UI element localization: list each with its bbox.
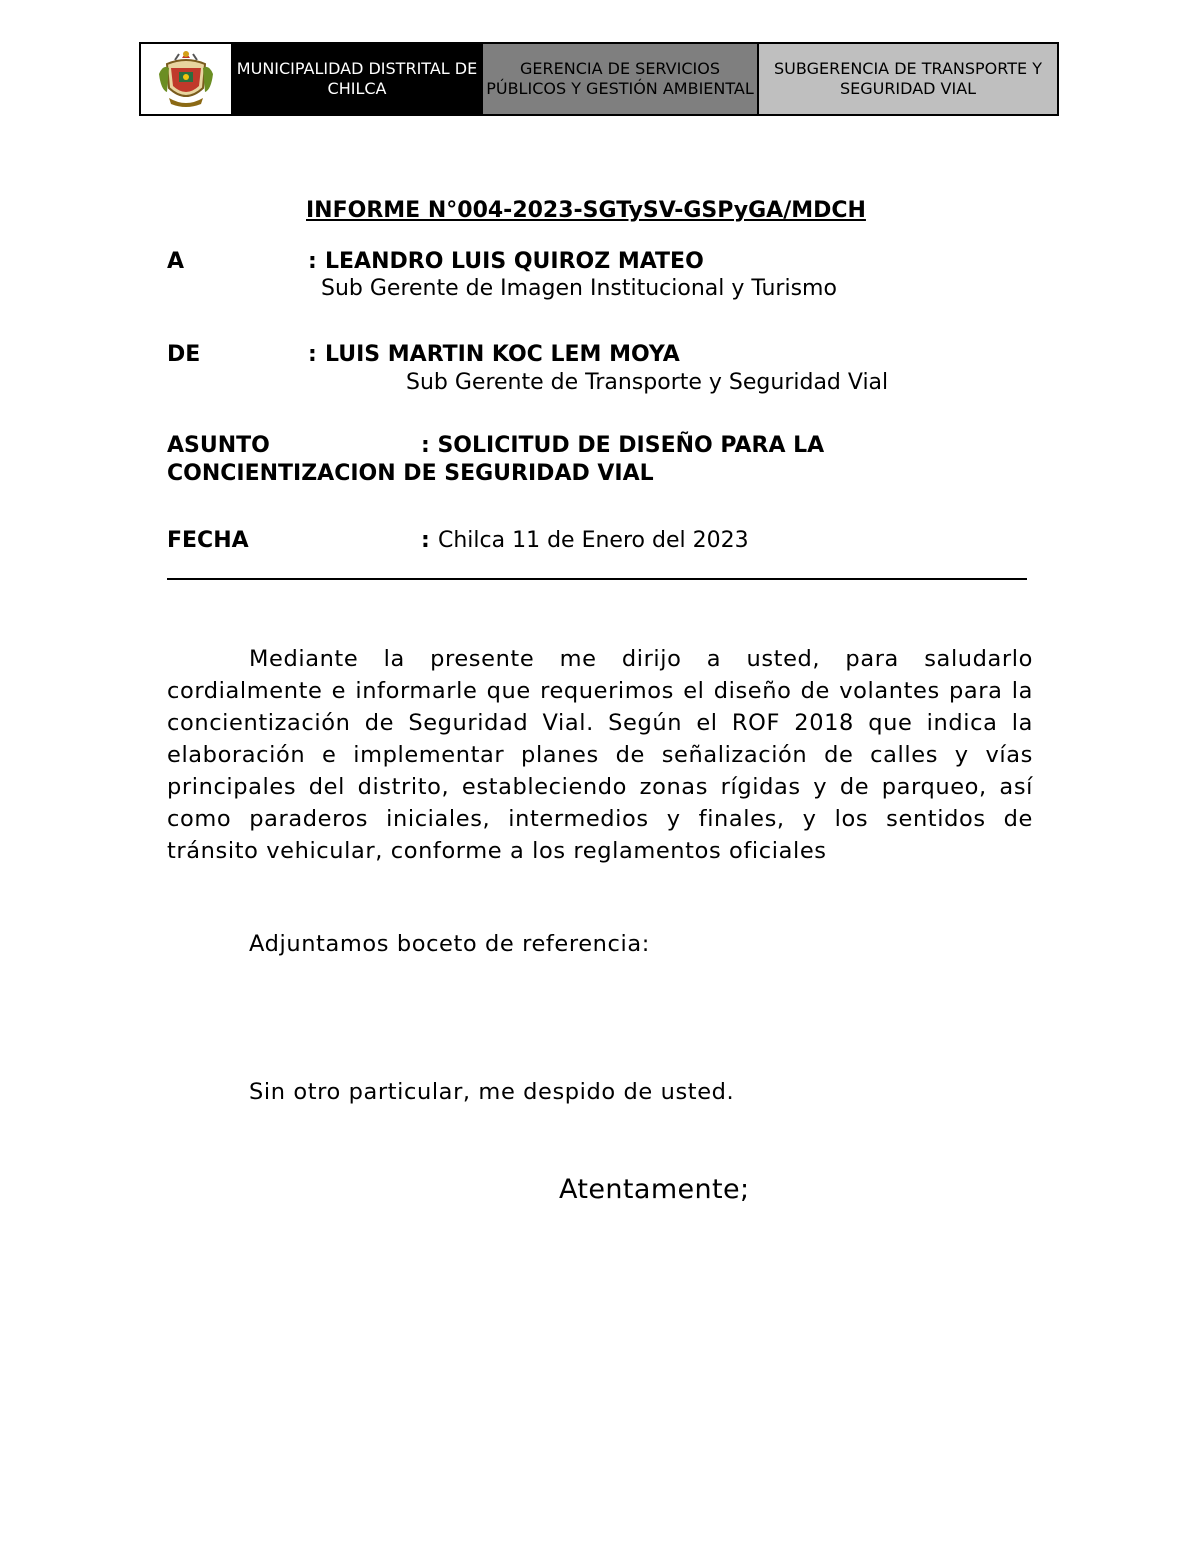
report-title: INFORME N°004-2023-SGTySV-GSPyGA/MDCH — [306, 198, 866, 223]
to-colon: : — [308, 249, 317, 274]
subgerencia-name: SUBGERENCIA DE TRANSPORTE Y SEGURIDAD VIAL — [759, 44, 1057, 114]
document-header — [139, 42, 1059, 116]
attachment-line: Adjuntamos boceto de referencia: — [249, 931, 650, 957]
signoff: Atentamente; — [559, 1174, 750, 1205]
header-divider — [167, 578, 1027, 580]
closing-line: Sin otro particular, me despido de usted. — [249, 1079, 735, 1105]
body-paragraph-text: Mediante la presente me dirijo a usted, para saludarlo cordialmente e informarle que requerimos el diseño de volantes para la concientización de Seguridad Vial. Según el ROF 2018 que indica la elaboración e implementar planes de señalización de calles y vías principales del distrito, estableciendo zonas rígidas y de parqueo, así como paraderos iniciales, intermedios y finales, y los sentidos de tránsito vehicular, conforme a los reglamentos oficiales — [167, 646, 1033, 864]
body-paragraph — [167, 643, 1033, 867]
date-colon: : — [421, 528, 430, 553]
to-name: LEANDRO LUIS QUIROZ MATEO — [325, 249, 704, 274]
subject-line-1: : SOLICITUD DE DISEÑO PARA LA — [421, 433, 825, 458]
subject-line-2: CONCIENTIZACION DE SEGURIDAD VIAL — [167, 461, 654, 486]
from-colon: : — [308, 342, 317, 367]
to-label: A — [167, 249, 185, 274]
from-role: Sub Gerente de Transporte y Seguridad Vial — [406, 370, 889, 395]
municipality-name: MUNICIPALIDAD DISTRITAL DE CHILCA — [233, 44, 481, 114]
from-name: LUIS MARTIN KOC LEM MOYA — [325, 342, 680, 367]
date-label: FECHA — [167, 528, 249, 553]
date-value: Chilca 11 de Enero del 2023 — [438, 528, 749, 553]
from-label: DE — [167, 342, 201, 367]
gerencia-name: GERENCIA DE SERVICIOS PÚBLICOS Y GESTIÓN AMBIENTAL — [481, 44, 759, 114]
to-role: Sub Gerente de Imagen Institucional y Turismo — [321, 276, 837, 301]
subject-label: ASUNTO — [167, 433, 270, 458]
coat-of-arms-icon — [153, 46, 219, 112]
coat-of-arms-logo — [141, 44, 233, 114]
